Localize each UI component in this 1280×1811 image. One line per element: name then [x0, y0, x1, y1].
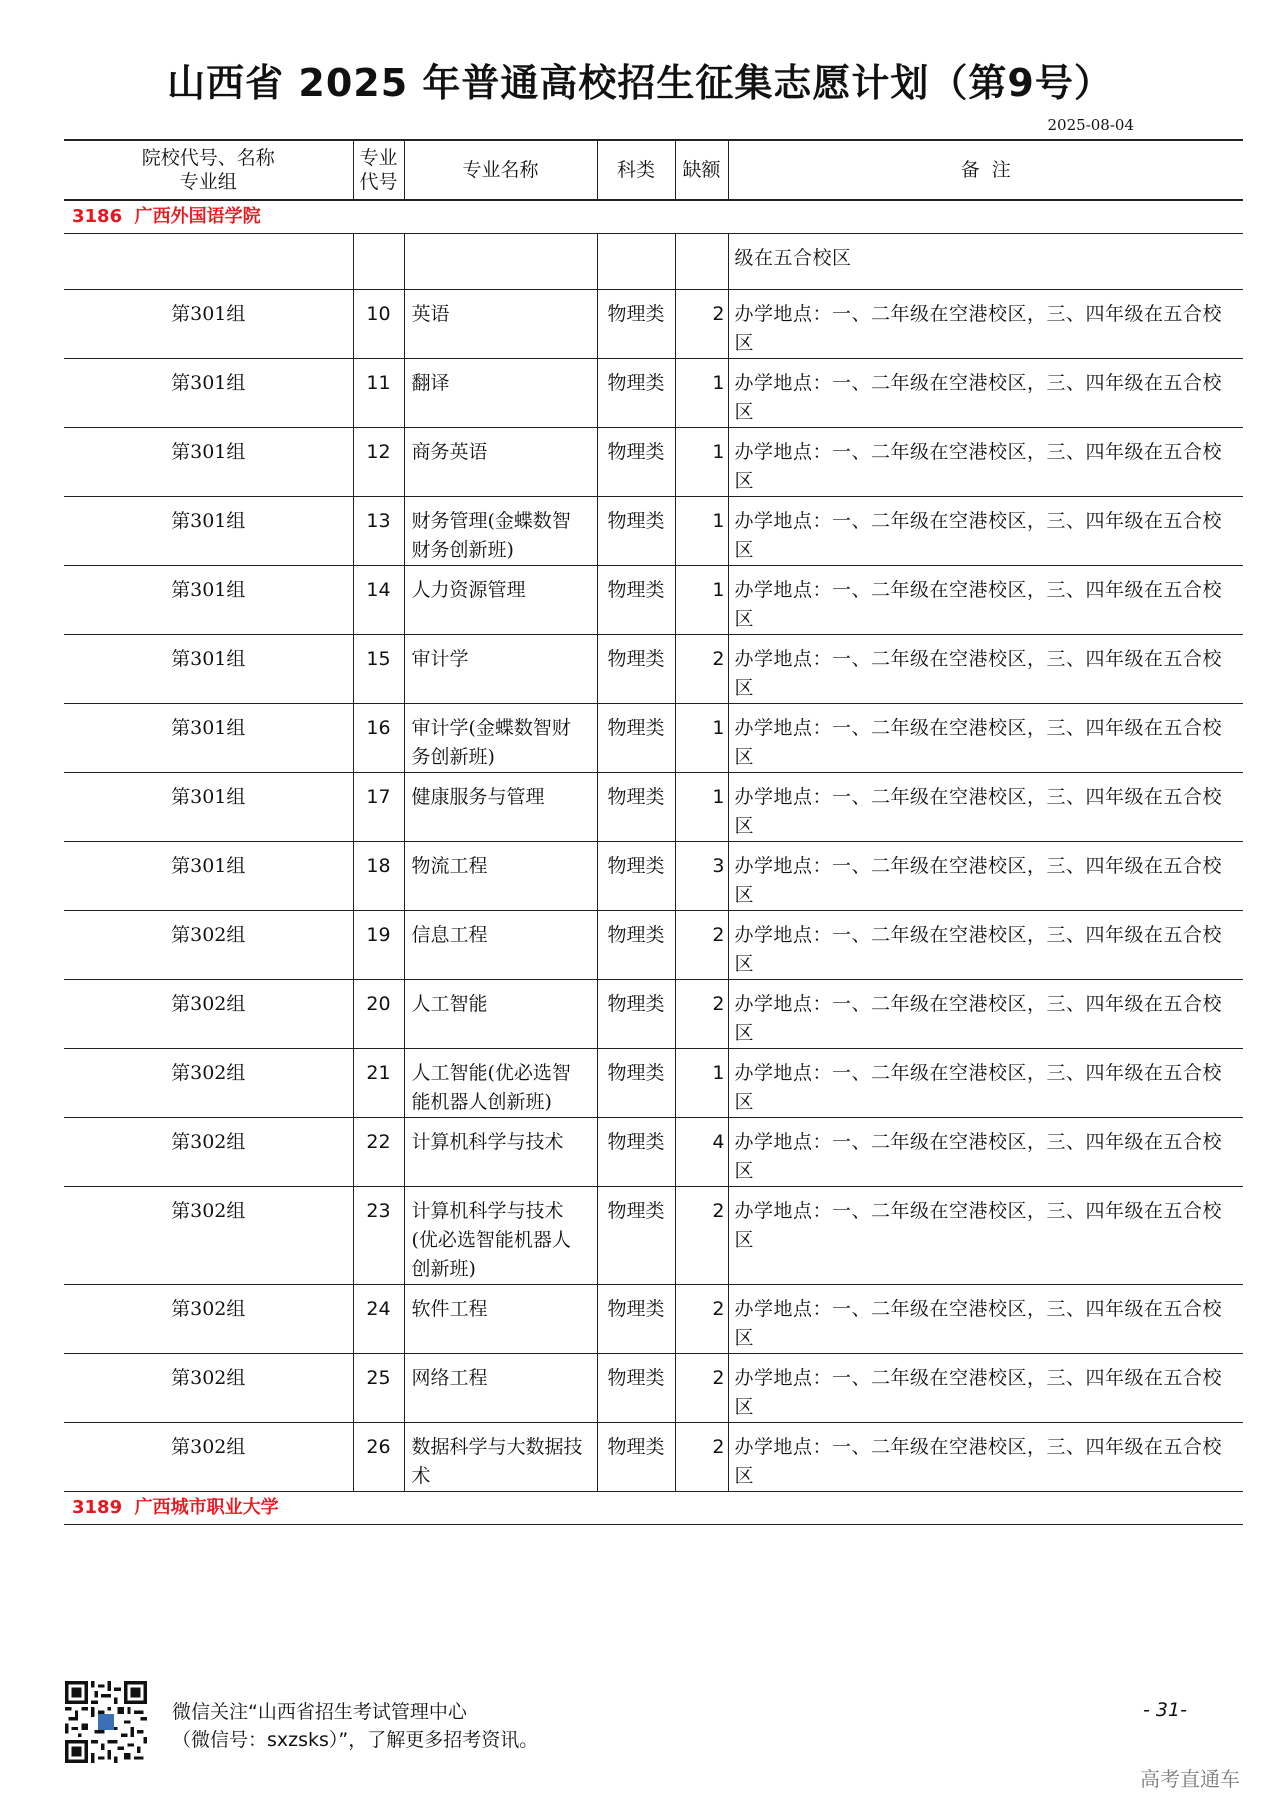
cell-major: 人力资源管理	[404, 566, 597, 635]
cell-group: 第302组	[64, 911, 353, 980]
cell-major: 健康服务与管理	[404, 773, 597, 842]
cell-group: 第301组	[64, 359, 353, 428]
cell-group: 第301组	[64, 566, 353, 635]
cell-category: 物理类	[597, 704, 675, 773]
cell-major: 信息工程	[404, 911, 597, 980]
table-row	[64, 1354, 1243, 1423]
cell-code: 20	[353, 980, 404, 1049]
cell-note: 办学地点：一、二年级在空港校区，三、四年级在五合校区	[728, 1049, 1243, 1118]
header-code	[353, 140, 404, 200]
cell-group: 第301组	[64, 635, 353, 704]
table-row	[64, 290, 1243, 359]
cell-category	[597, 234, 675, 290]
cell-quota: 2	[675, 1354, 728, 1423]
table-row	[64, 497, 1243, 566]
cell-quota: 1	[675, 497, 728, 566]
cell-note: 办学地点：一、二年级在空港校区，三、四年级在五合校区	[728, 428, 1243, 497]
table-row	[64, 1187, 1243, 1285]
cell-group: 第302组	[64, 980, 353, 1049]
cell-major: 物流工程	[404, 842, 597, 911]
cell-quota: 1	[675, 566, 728, 635]
footer-line1: 微信关注“山西省招生考试管理中心	[172, 1701, 467, 1723]
cell-group: 第301组	[64, 497, 353, 566]
table-row	[64, 911, 1243, 980]
cell-group: 第301组	[64, 428, 353, 497]
header-code-line2: 代号	[359, 171, 398, 193]
cell-group	[64, 234, 353, 290]
cell-category: 物理类	[597, 911, 675, 980]
cell-category: 物理类	[597, 980, 675, 1049]
table-row	[64, 1423, 1243, 1492]
cell-code: 16	[353, 704, 404, 773]
cell-note: 办学地点：一、二年级在空港校区，三、四年级在五合校区	[728, 704, 1243, 773]
table-row	[64, 773, 1243, 842]
cell-code: 18	[353, 842, 404, 911]
cell-note: 办学地点：一、二年级在空港校区，三、四年级在五合校区	[728, 1423, 1243, 1492]
cell-note: 办学地点：一、二年级在空港校区，三、四年级在五合校区	[728, 911, 1243, 980]
table-row	[64, 1049, 1243, 1118]
cell-major: 财务管理(金蝶数智财务创新班)	[404, 497, 597, 566]
table-row	[64, 980, 1243, 1049]
cell-category: 物理类	[597, 497, 675, 566]
cell-quota: 2	[675, 911, 728, 980]
cell-code	[353, 234, 404, 290]
cell-code: 10	[353, 290, 404, 359]
cell-category: 物理类	[597, 1118, 675, 1187]
cell-major: 人工智能	[404, 980, 597, 1049]
cell-group: 第302组	[64, 1285, 353, 1354]
cell-major: 商务英语	[404, 428, 597, 497]
cell-major	[404, 234, 597, 290]
cell-category: 物理类	[597, 1049, 675, 1118]
publish-date: 2025-08-04	[1047, 116, 1134, 134]
cell-major: 审计学(金蝶数智财务创新班)	[404, 704, 597, 773]
table-row	[64, 1118, 1243, 1187]
cell-note: 办学地点：一、二年级在空港校区，三、四年级在五合校区	[728, 1354, 1243, 1423]
cell-quota: 1	[675, 359, 728, 428]
cell-major: 软件工程	[404, 1285, 597, 1354]
footer-note	[172, 1698, 538, 1754]
cell-quota: 2	[675, 1187, 728, 1285]
cell-quota: 2	[675, 635, 728, 704]
header-group	[64, 140, 353, 200]
cell-code: 22	[353, 1118, 404, 1187]
cell-quota: 1	[675, 704, 728, 773]
watermark: 高考直通车	[1140, 1767, 1240, 1791]
cell-category: 物理类	[597, 1285, 675, 1354]
header-code-line1: 专业	[359, 147, 398, 169]
cell-note: 办学地点：一、二年级在空港校区，三、四年级在五合校区	[728, 773, 1243, 842]
header-quota: 缺额	[675, 140, 728, 200]
cell-category: 物理类	[597, 1187, 675, 1285]
cell-code: 25	[353, 1354, 404, 1423]
cell-quota: 3	[675, 842, 728, 911]
header-note: 备 注	[728, 140, 1243, 200]
cell-major: 翻译	[404, 359, 597, 428]
cell-category: 物理类	[597, 290, 675, 359]
cell-group: 第301组	[64, 290, 353, 359]
cell-major: 英语	[404, 290, 597, 359]
cell-code: 26	[353, 1423, 404, 1492]
cell-quota: 4	[675, 1118, 728, 1187]
table-row	[64, 566, 1243, 635]
cell-quota: 2	[675, 1285, 728, 1354]
cell-note: 级在五合校区	[728, 234, 1243, 290]
cell-group: 第301组	[64, 704, 353, 773]
cell-note: 办学地点：一、二年级在空港校区，三、四年级在五合校区	[728, 290, 1243, 359]
cell-major: 人工智能(优必选智能机器人创新班)	[404, 1049, 597, 1118]
cell-code: 15	[353, 635, 404, 704]
college-label: 3189 广西城市职业大学	[64, 1492, 1243, 1525]
cell-code: 11	[353, 359, 404, 428]
table-header-row	[64, 140, 1243, 200]
cell-code: 13	[353, 497, 404, 566]
cell-code: 23	[353, 1187, 404, 1285]
qr-code-icon	[65, 1681, 147, 1763]
header-group-line1: 院校代号、名称	[141, 147, 275, 169]
cell-note: 办学地点：一、二年级在空港校区，三、四年级在五合校区	[728, 566, 1243, 635]
table-row	[64, 1285, 1243, 1354]
page-number: - 31-	[1143, 1699, 1187, 1721]
table-row	[64, 428, 1243, 497]
cell-code: 17	[353, 773, 404, 842]
cell-quota	[675, 234, 728, 290]
cell-note: 办学地点：一、二年级在空港校区，三、四年级在五合校区	[728, 497, 1243, 566]
table-row	[64, 359, 1243, 428]
cell-code: 12	[353, 428, 404, 497]
page-title: 山西省 2025 年普通高校招生征集志愿计划（第9号）	[167, 61, 1113, 105]
cell-group: 第302组	[64, 1354, 353, 1423]
cell-code: 19	[353, 911, 404, 980]
cell-major: 计算机科学与技术	[404, 1118, 597, 1187]
cell-group: 第301组	[64, 842, 353, 911]
college-row	[64, 200, 1243, 234]
cell-quota: 1	[675, 428, 728, 497]
cell-major: 审计学	[404, 635, 597, 704]
table-row	[64, 635, 1243, 704]
cell-category: 物理类	[597, 773, 675, 842]
college-row	[64, 1492, 1243, 1525]
cell-category: 物理类	[597, 842, 675, 911]
plan-table	[64, 139, 1243, 1525]
continuation-row	[64, 234, 1243, 290]
header-group-line2: 专业组	[179, 171, 237, 193]
cell-note: 办学地点：一、二年级在空港校区，三、四年级在五合校区	[728, 1187, 1243, 1285]
cell-group: 第302组	[64, 1423, 353, 1492]
footer-line2: （微信号：sxzsks）”，了解更多招考资讯。	[172, 1729, 539, 1751]
cell-note: 办学地点：一、二年级在空港校区，三、四年级在五合校区	[728, 359, 1243, 428]
cell-quota: 1	[675, 773, 728, 842]
cell-group: 第302组	[64, 1049, 353, 1118]
cell-code: 14	[353, 566, 404, 635]
cell-category: 物理类	[597, 428, 675, 497]
cell-group: 第302组	[64, 1187, 353, 1285]
table-row	[64, 842, 1243, 911]
cell-major: 网络工程	[404, 1354, 597, 1423]
header-category: 科类	[597, 140, 675, 200]
cell-category: 物理类	[597, 1423, 675, 1492]
cell-note: 办学地点：一、二年级在空港校区，三、四年级在五合校区	[728, 1285, 1243, 1354]
cell-code: 24	[353, 1285, 404, 1354]
cell-group: 第302组	[64, 1118, 353, 1187]
cell-note: 办学地点：一、二年级在空港校区，三、四年级在五合校区	[728, 1118, 1243, 1187]
cell-note: 办学地点：一、二年级在空港校区，三、四年级在五合校区	[728, 635, 1243, 704]
cell-category: 物理类	[597, 566, 675, 635]
cell-quota: 2	[675, 980, 728, 1049]
cell-quota: 1	[675, 1049, 728, 1118]
header-major: 专业名称	[404, 140, 597, 200]
cell-major: 数据科学与大数据技术	[404, 1423, 597, 1492]
table-row	[64, 704, 1243, 773]
cell-note: 办学地点：一、二年级在空港校区，三、四年级在五合校区	[728, 842, 1243, 911]
cell-group: 第301组	[64, 773, 353, 842]
cell-category: 物理类	[597, 635, 675, 704]
cell-quota: 2	[675, 1423, 728, 1492]
cell-category: 物理类	[597, 359, 675, 428]
cell-category: 物理类	[597, 1354, 675, 1423]
cell-code: 21	[353, 1049, 404, 1118]
cell-quota: 2	[675, 290, 728, 359]
college-label: 3186 广西外国语学院	[64, 200, 1243, 234]
cell-major: 计算机科学与技术(优必选智能机器人创新班)	[404, 1187, 597, 1285]
cell-note: 办学地点：一、二年级在空港校区，三、四年级在五合校区	[728, 980, 1243, 1049]
